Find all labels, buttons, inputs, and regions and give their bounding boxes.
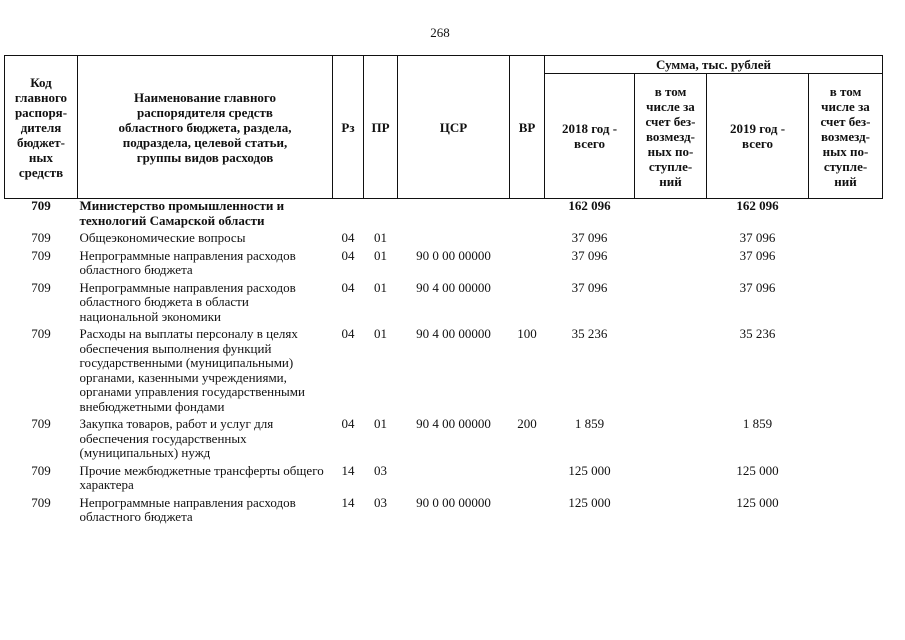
cell-csr: 90 4 00 00000 [416, 326, 491, 341]
header-2019-free: в том числе за счет без- возмезд- ных по- ступле- ний [809, 74, 883, 199]
cell-code: 709 [31, 494, 51, 510]
cell-vr [510, 281, 545, 328]
cell-vr: 200 [517, 416, 537, 431]
table-header [5, 56, 883, 199]
table-row [5, 249, 883, 281]
cell-2019-total: 37 096 [739, 230, 776, 245]
cell-2019-total: 1 859 [742, 416, 773, 431]
cell-2018-free [635, 281, 707, 328]
cell-2018-total: 37 096 [571, 230, 608, 245]
cell-2018-free [635, 327, 707, 417]
cell-vr: 100 [517, 326, 537, 341]
cell-2018-free [635, 199, 707, 232]
table-row [5, 496, 883, 528]
cell-rz: 04 [341, 279, 355, 295]
cell-2018-total: 125 000 [568, 462, 611, 478]
cell-vr [510, 464, 545, 496]
cell-2019-total: 125 000 [736, 494, 779, 510]
cell-2019-free [809, 327, 883, 417]
cell-2019-total: 162 096 [736, 198, 779, 213]
cell-name: Расходы на выплаты персоналу в целях обеспечения выполнения функций государственными (муниципальными) органами, казенными учреждениями, органами управления государственными внебюджетными фондами [79, 326, 305, 414]
header-rz: Рз [333, 56, 364, 199]
cell-name: Министерство промышленности и технологий Самарской области [79, 198, 285, 228]
header-vr: ВР [510, 56, 545, 199]
header-csr: ЦСР [398, 56, 510, 199]
cell-pr: 01 [374, 416, 387, 431]
cell-name: Общеэкономические вопросы [79, 230, 246, 245]
cell-csr: 90 4 00 00000 [416, 416, 491, 431]
cell-vr [510, 199, 545, 232]
table-row [5, 231, 883, 249]
cell-vr [510, 496, 545, 528]
cell-csr [398, 199, 510, 232]
cell-vr [510, 249, 545, 281]
cell-2018-total: 1 859 [574, 416, 605, 431]
cell-pr: 01 [374, 326, 387, 341]
cell-2019-free [809, 417, 883, 464]
table-row [5, 464, 883, 496]
header-2019-total: 2019 год - всего [707, 74, 809, 199]
cell-2018-total: 37 096 [571, 279, 608, 295]
cell-2018-free [635, 417, 707, 464]
cell-2019-free [809, 231, 883, 249]
table-row [5, 281, 883, 328]
cell-2019-free [809, 464, 883, 496]
table-body [5, 199, 883, 528]
cell-pr [364, 199, 398, 232]
cell-2018-free [635, 496, 707, 528]
cell-csr: 90 4 00 00000 [416, 279, 491, 295]
cell-code: 709 [31, 230, 51, 245]
cell-name: Непрограммные направления расходов областного бюджета [79, 247, 296, 277]
cell-code: 709 [31, 326, 51, 341]
cell-2019-total: 125 000 [736, 462, 779, 478]
cell-csr [398, 464, 510, 496]
cell-pr: 01 [374, 247, 387, 263]
header-name: Наименование главного распорядителя средств областного бюджета, раздела, подраздела, целевой статьи, группы видов расходов [78, 56, 333, 199]
cell-rz [333, 199, 364, 232]
cell-2019-total: 35 236 [739, 326, 776, 341]
cell-2018-free [635, 464, 707, 496]
cell-name: Непрограммные направления расходов областного бюджета [79, 494, 296, 524]
cell-csr [398, 231, 510, 249]
cell-2019-free [809, 281, 883, 328]
cell-code: 709 [31, 247, 51, 263]
table-row [5, 417, 883, 464]
cell-2018-total: 162 096 [568, 198, 611, 213]
cell-2018-free [635, 231, 707, 249]
cell-2019-free [809, 199, 883, 232]
header-code: Код главного распоря- дителя бюджет- ных средств [5, 56, 78, 199]
cell-csr: 90 0 00 00000 [416, 494, 491, 510]
cell-rz: 04 [341, 230, 355, 245]
cell-rz: 14 [341, 462, 355, 478]
cell-vr [510, 231, 545, 249]
cell-code: 709 [31, 416, 51, 431]
header-2018-free: в том числе за счет без- возмезд- ных по- ступле- ний [635, 74, 707, 199]
cell-2018-total: 35 236 [571, 326, 608, 341]
table-row [5, 199, 883, 232]
page-number: 268 [430, 25, 450, 40]
cell-name: Закупка товаров, работ и услуг для обеспечения государственных (муниципальных) нужд [79, 416, 274, 460]
cell-rz: 04 [341, 416, 355, 431]
table-row [5, 327, 883, 417]
cell-csr: 90 0 00 00000 [416, 247, 491, 263]
header-sum: Сумма, тыс. рублей [545, 56, 883, 74]
cell-name: Непрограммные направления расходов областного бюджета в области национальной экономики [79, 279, 296, 324]
cell-pr: 03 [374, 494, 387, 510]
cell-pr: 03 [374, 462, 387, 478]
cell-2018-total: 37 096 [571, 247, 608, 263]
cell-pr: 01 [374, 279, 387, 295]
cell-code: 709 [31, 279, 51, 295]
cell-rz: 04 [341, 247, 355, 263]
cell-2018-total: 125 000 [568, 494, 611, 510]
cell-2018-free [635, 249, 707, 281]
budget-table [4, 55, 883, 528]
cell-2019-free [809, 496, 883, 528]
cell-2019-total: 37 096 [739, 279, 776, 295]
cell-2019-free [809, 249, 883, 281]
header-pr: ПР [364, 56, 398, 199]
header-2018-total: 2018 год - всего [545, 74, 635, 199]
cell-code: 709 [31, 198, 51, 213]
cell-rz: 04 [341, 326, 355, 341]
cell-pr: 01 [374, 230, 387, 245]
cell-rz: 14 [341, 494, 355, 510]
cell-code: 709 [31, 462, 51, 478]
cell-2019-total: 37 096 [739, 247, 776, 263]
cell-name: Прочие межбюджетные трансферты общего характера [79, 462, 324, 492]
